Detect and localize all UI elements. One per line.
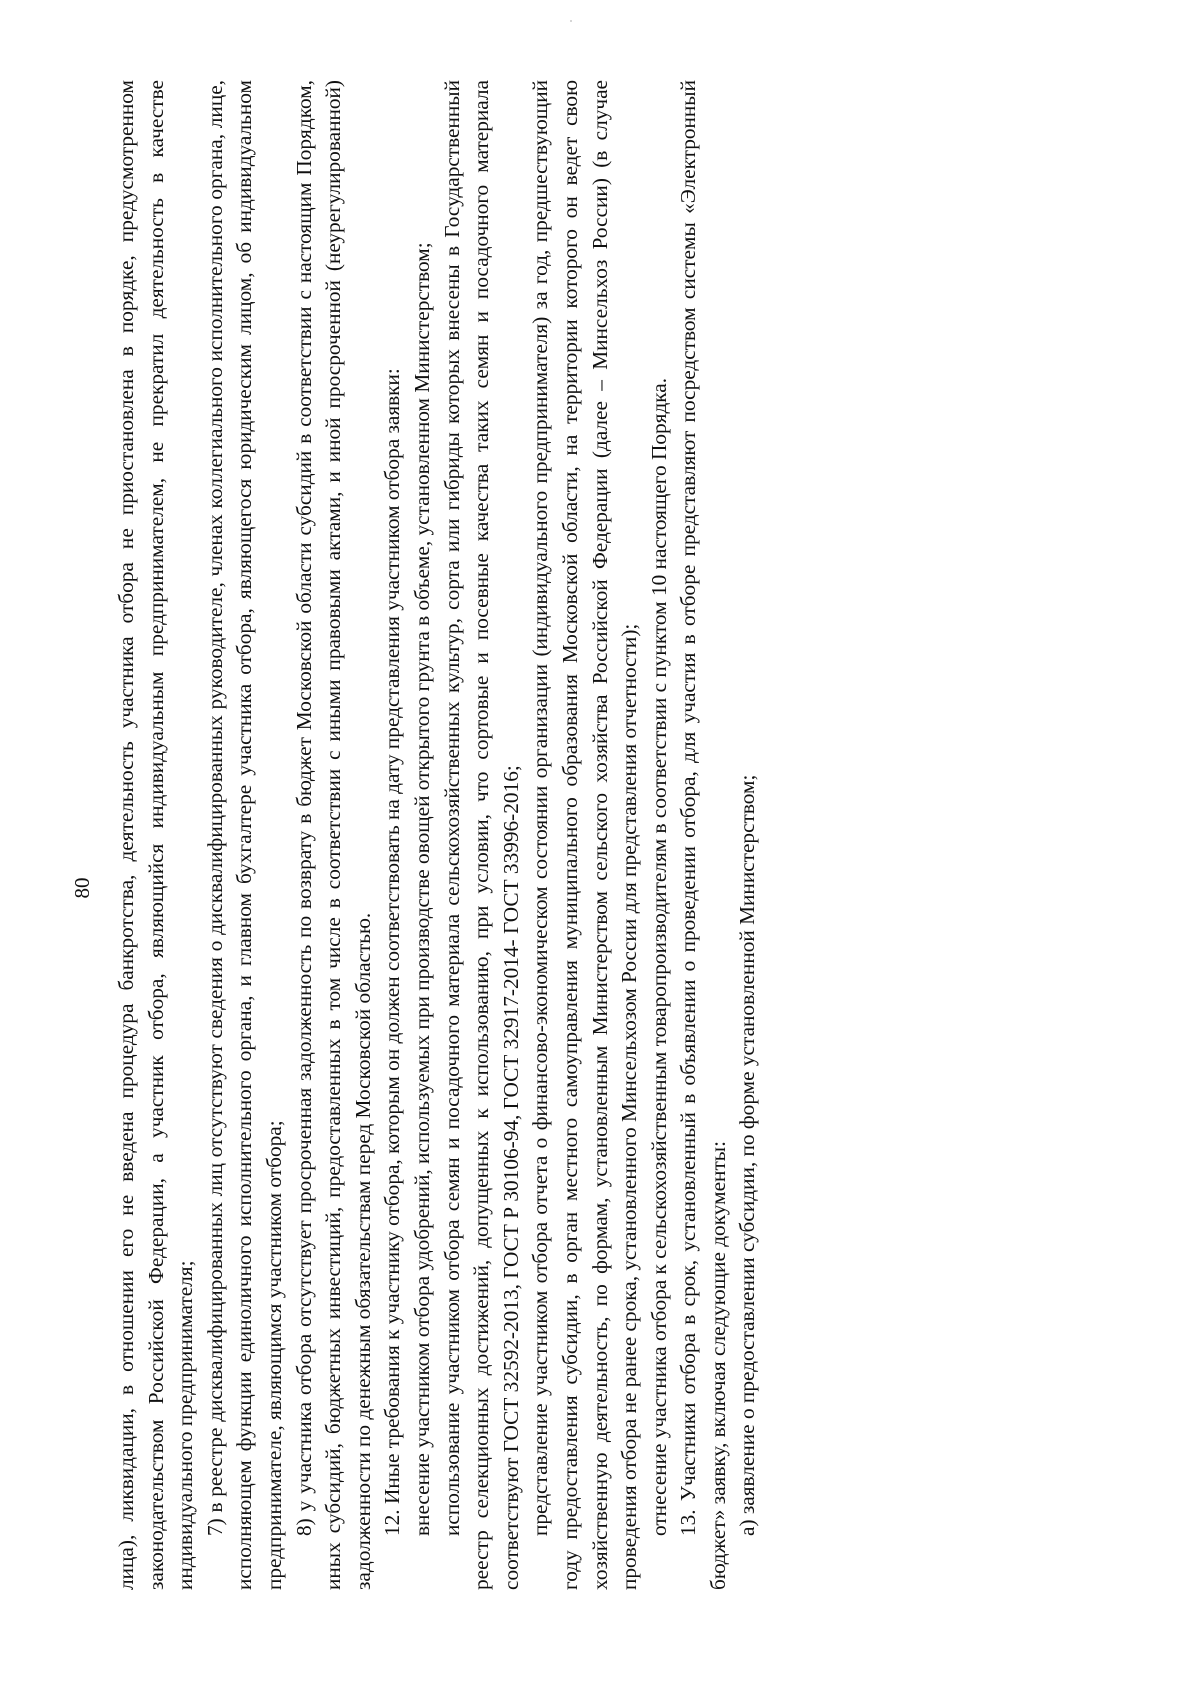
- page-number: 80: [70, 877, 94, 899]
- page-number-wrapper: [62, 868, 102, 908]
- paragraph-item-8: 8) у участника отбора отсутствует просроченная задолженность по возврату в бюджет Московской области субсидий в соответствии с настоящим Порядком, иных субсидий, бюджетных инвестиций, предоставленных в том числе в соответствии с иными правовыми актами, и иной просроченной (неурегулированной) задолженности по денежным обязательствам перед Московской областью.: [291, 80, 375, 1590]
- paragraph-item-7: 7) в реестре дисквалифицированных лиц отсутствуют сведения о дисквалифицированных руководителе, членах коллегиального исполнительного органа, лице, исполняющем функции единоличного исполнительного органа, и главном бухгалтере участника отбора, являющегося юридическим лицом, об индивидуальном предпринимателе, являющимся участником отбора;: [202, 80, 286, 1590]
- paragraph-clause-12: 12. Иные требования к участнику отбора, которым он должен соответствовать на дату представления участником отбора заявки:: [380, 368, 405, 1536]
- paragraph-producer-classification: отнесение участника отбора к сельскохозяйственным товаропроизводителям в соответствии с пунктом 10 настоящего Порядка.: [646, 377, 671, 1536]
- paragraph-fertilizer-requirement: внесение участником отбора удобрений, используемых при производстве овощей открытого грунта в объеме, установленном Министерством;: [409, 242, 434, 1536]
- rotated-text-block: [112, 80, 992, 1590]
- paragraph-seed-requirement: использование участником отбора семян и посадочного материала сельскохозяйственных культур, сорта или гибриды которых внесены в Государственный реестр селекционных достижений, допущенных к использованию, при условии, что сортовые и посевные качества таких семян и посадочного материала соответствуют ГОСТ 32592-2013, ГОСТ Р 30106-94, ГОСТ 32917-2014- ГОСТ 33996-2016;: [439, 80, 523, 1590]
- paragraph-item-a: а) заявление о предоставлении субсидии, по форме установленной Министерством;: [735, 774, 760, 1536]
- paragraph-clause-13: 13. Участники отбора в срок, установленный в объявлении о проведении отбора, для участия в отборе представляют посредством системы «Электронный бюджет» заявку, включая следующие документы:: [676, 80, 730, 1590]
- paragraph-continuation: лица), ликвидации, в отношении его не введена процедура банкротства, деятельность участника отбора не приостановлена в порядке, предусмотренном законодательством Российской Федерации, а участник отбора, являющийся индивидуальным предпринимателем, не прекратил деятельность в качестве индивидуального предпринимателя;: [114, 80, 198, 1590]
- paragraph-report-requirement: представление участником отбора отчета о финансово-экономическом состоянии организации (индивидуального предпринимателя) за год, предшествующий году предоставления субсидии, в орган местного самоуправления муниципального образования Московской области, на территории которого он ведет свою хозяйственную деятельность, по формам, установленным Министерством сельского хозяйства Российской Федерации (далее – Минсельхоз России) (в случае проведения отбора не ранее срока, установленного Минсельхозом России для представления отчетности);: [528, 80, 642, 1590]
- document-body: [112, 80, 763, 1590]
- scan-artifact: [570, 20, 572, 22]
